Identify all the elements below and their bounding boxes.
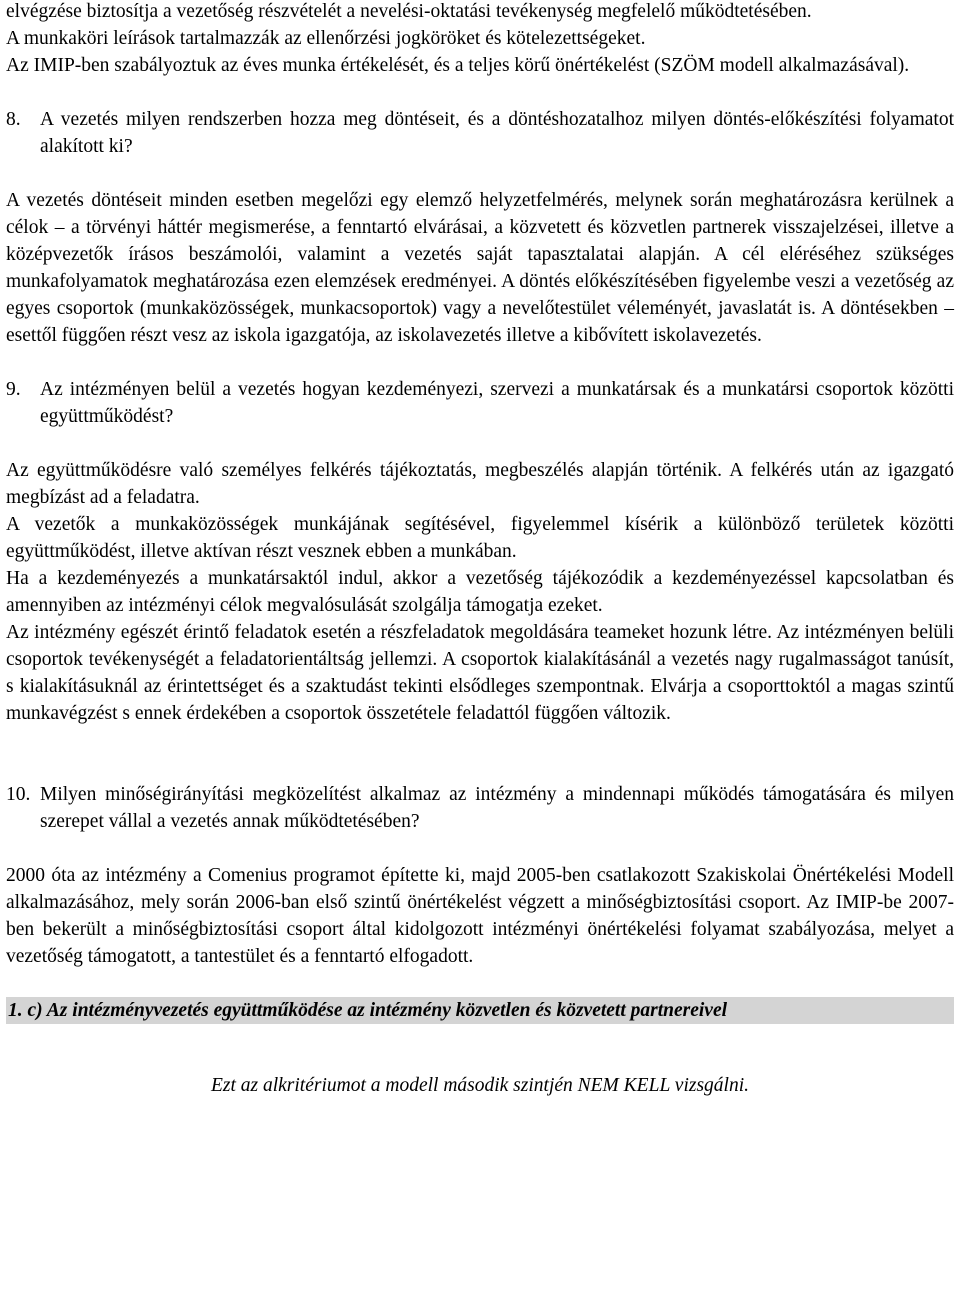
answer-9-paragraph: Az intézmény egészét érintő feladatok esetén a részfeladatok megoldására teameket hozunk létre. Az intézményen belüli csoportok tevékenységét a feladatorientáltság jellemzi. A csoportok kialakításánál a vezetés nagy rugalmasságot tanúsít, s kialakításuknál az érintettséget és a szaktudást tekinti elsődleges szempontnak. Elvárja a csoporttoktól a magas szintű munkavégzést s ennek érdekében a csoportok összetétele feladattól függően változik. [6,622,954,724]
answer-9-paragraph: A vezetők a munkaközösségek munkájának segítésével, figyelemmel kísérik a különböző területek közötti együttműködést, illetve aktívan részt vesznek ebben a munkában. [6,514,954,562]
document-page [6,0,954,1099]
question-number: 8. [6,109,21,130]
answer-9-paragraph: Az együttműködésre való személyes felkérés tájékoztatás, megbeszélés alapján történik. A felkérés után az igazgató megbízást ad a feladatra. [6,460,954,508]
spacer [6,970,954,997]
footnote: Ezt az alkritériumot a modell második szintjén NEM KELL vizsgálni. [210,1075,750,1096]
question-8 [6,106,954,160]
answer-9-paragraph: Ha a kezdeményezés a munkatársaktól indul, akkor a vezetőség tájékozódik a kezdeményezéssel kapcsolatban és amennyiben az intézményi célok megvalósulását szolgálja támogatja ezeket. [6,568,954,616]
question-text: A vezetés milyen rendszerben hozza meg döntéseit, és a döntéshozatalhoz milyen döntés-előkészítési folyamatot alakított ki? [40,109,954,157]
answer-8: A vezetés döntéseit minden esetben megelőzi egy elemző helyzetfelmérés, melynek során meghatározásra kerülnek a célok – a törvényi háttér megismerése, a fenntartó elvárásai, a közvetett és közvetlen partnerek visszajelzései, illetve a középvezetők írásos beszámolói, valamint a vezetés saját tapasztalatai alapján. A cél eléréséhez szükséges munkafolyamatok meghatározása ezen elemzések eredményei. A döntés előkészítésében figyelembe veszi a vezetőség az egyes csoportok (munkaközösségek, munkacsoportok) vagy a nevelőtestület véleményét, javaslatát is. A döntésekben – esettől függően részt vesz az iskola igazgatója, az iskolavezetés illetve a kibővített iskolavezetés. [6,190,954,346]
spacer [6,160,954,187]
paragraph-continuation: elvégzése biztosítja a vezetőség részvételét a nevelési-oktatási tevékenység megfelelő működtetésében. [6,1,812,22]
question-10 [6,781,954,835]
paragraph-job-descriptions: A munkaköri leírások tartalmazzák az ellenőrzési jogköröket és kötelezettségeket. [6,28,646,49]
spacer [6,79,954,106]
question-text: Milyen minőségirányítási megközelítést alkalmaz az intézmény a mindennapi működés támogatására és milyen szerepet vállal a vezetés annak működtetésében? [40,784,954,832]
spacer [6,835,954,862]
question-number: 9. [6,379,21,400]
spacer [6,430,954,457]
question-9 [6,376,954,430]
spacer [6,727,954,754]
section-heading-1c: 1. c) Az intézményvezetés együttműködése az intézmény közvetlen és közvetett partnereivel [6,997,954,1024]
spacer [6,754,954,781]
paragraph-imip: Az IMIP-ben szabályoztuk az éves munka értékelését, és a teljes körű önértékelést (SZÖM modell alkalmazásával). [6,55,910,76]
answer-10: 2000 óta az intézmény a Comenius programot építette ki, majd 2005-ben csatlakozott Szakiskolai Önértékelési Modell alkalmazásához, mely során 2006-ban első szintű önértékelést végzett a minőségbiztosítási csoport. Az IMIP-be 2007-ben bekerült a minőségbiztosítási csoport által kidolgozott intézményi önértékelési folyamat szabályozása, melyet a vezetőség támogatott, a tantestület és a fenntartó elfogadott. [6,865,954,967]
question-text: Az intézményen belül a vezetés hogyan kezdeményezi, szervezi a munkatársak és a munkatársi csoportok közötti együttműködést? [40,379,954,427]
question-number: 10. [6,784,31,805]
spacer [6,349,954,376]
